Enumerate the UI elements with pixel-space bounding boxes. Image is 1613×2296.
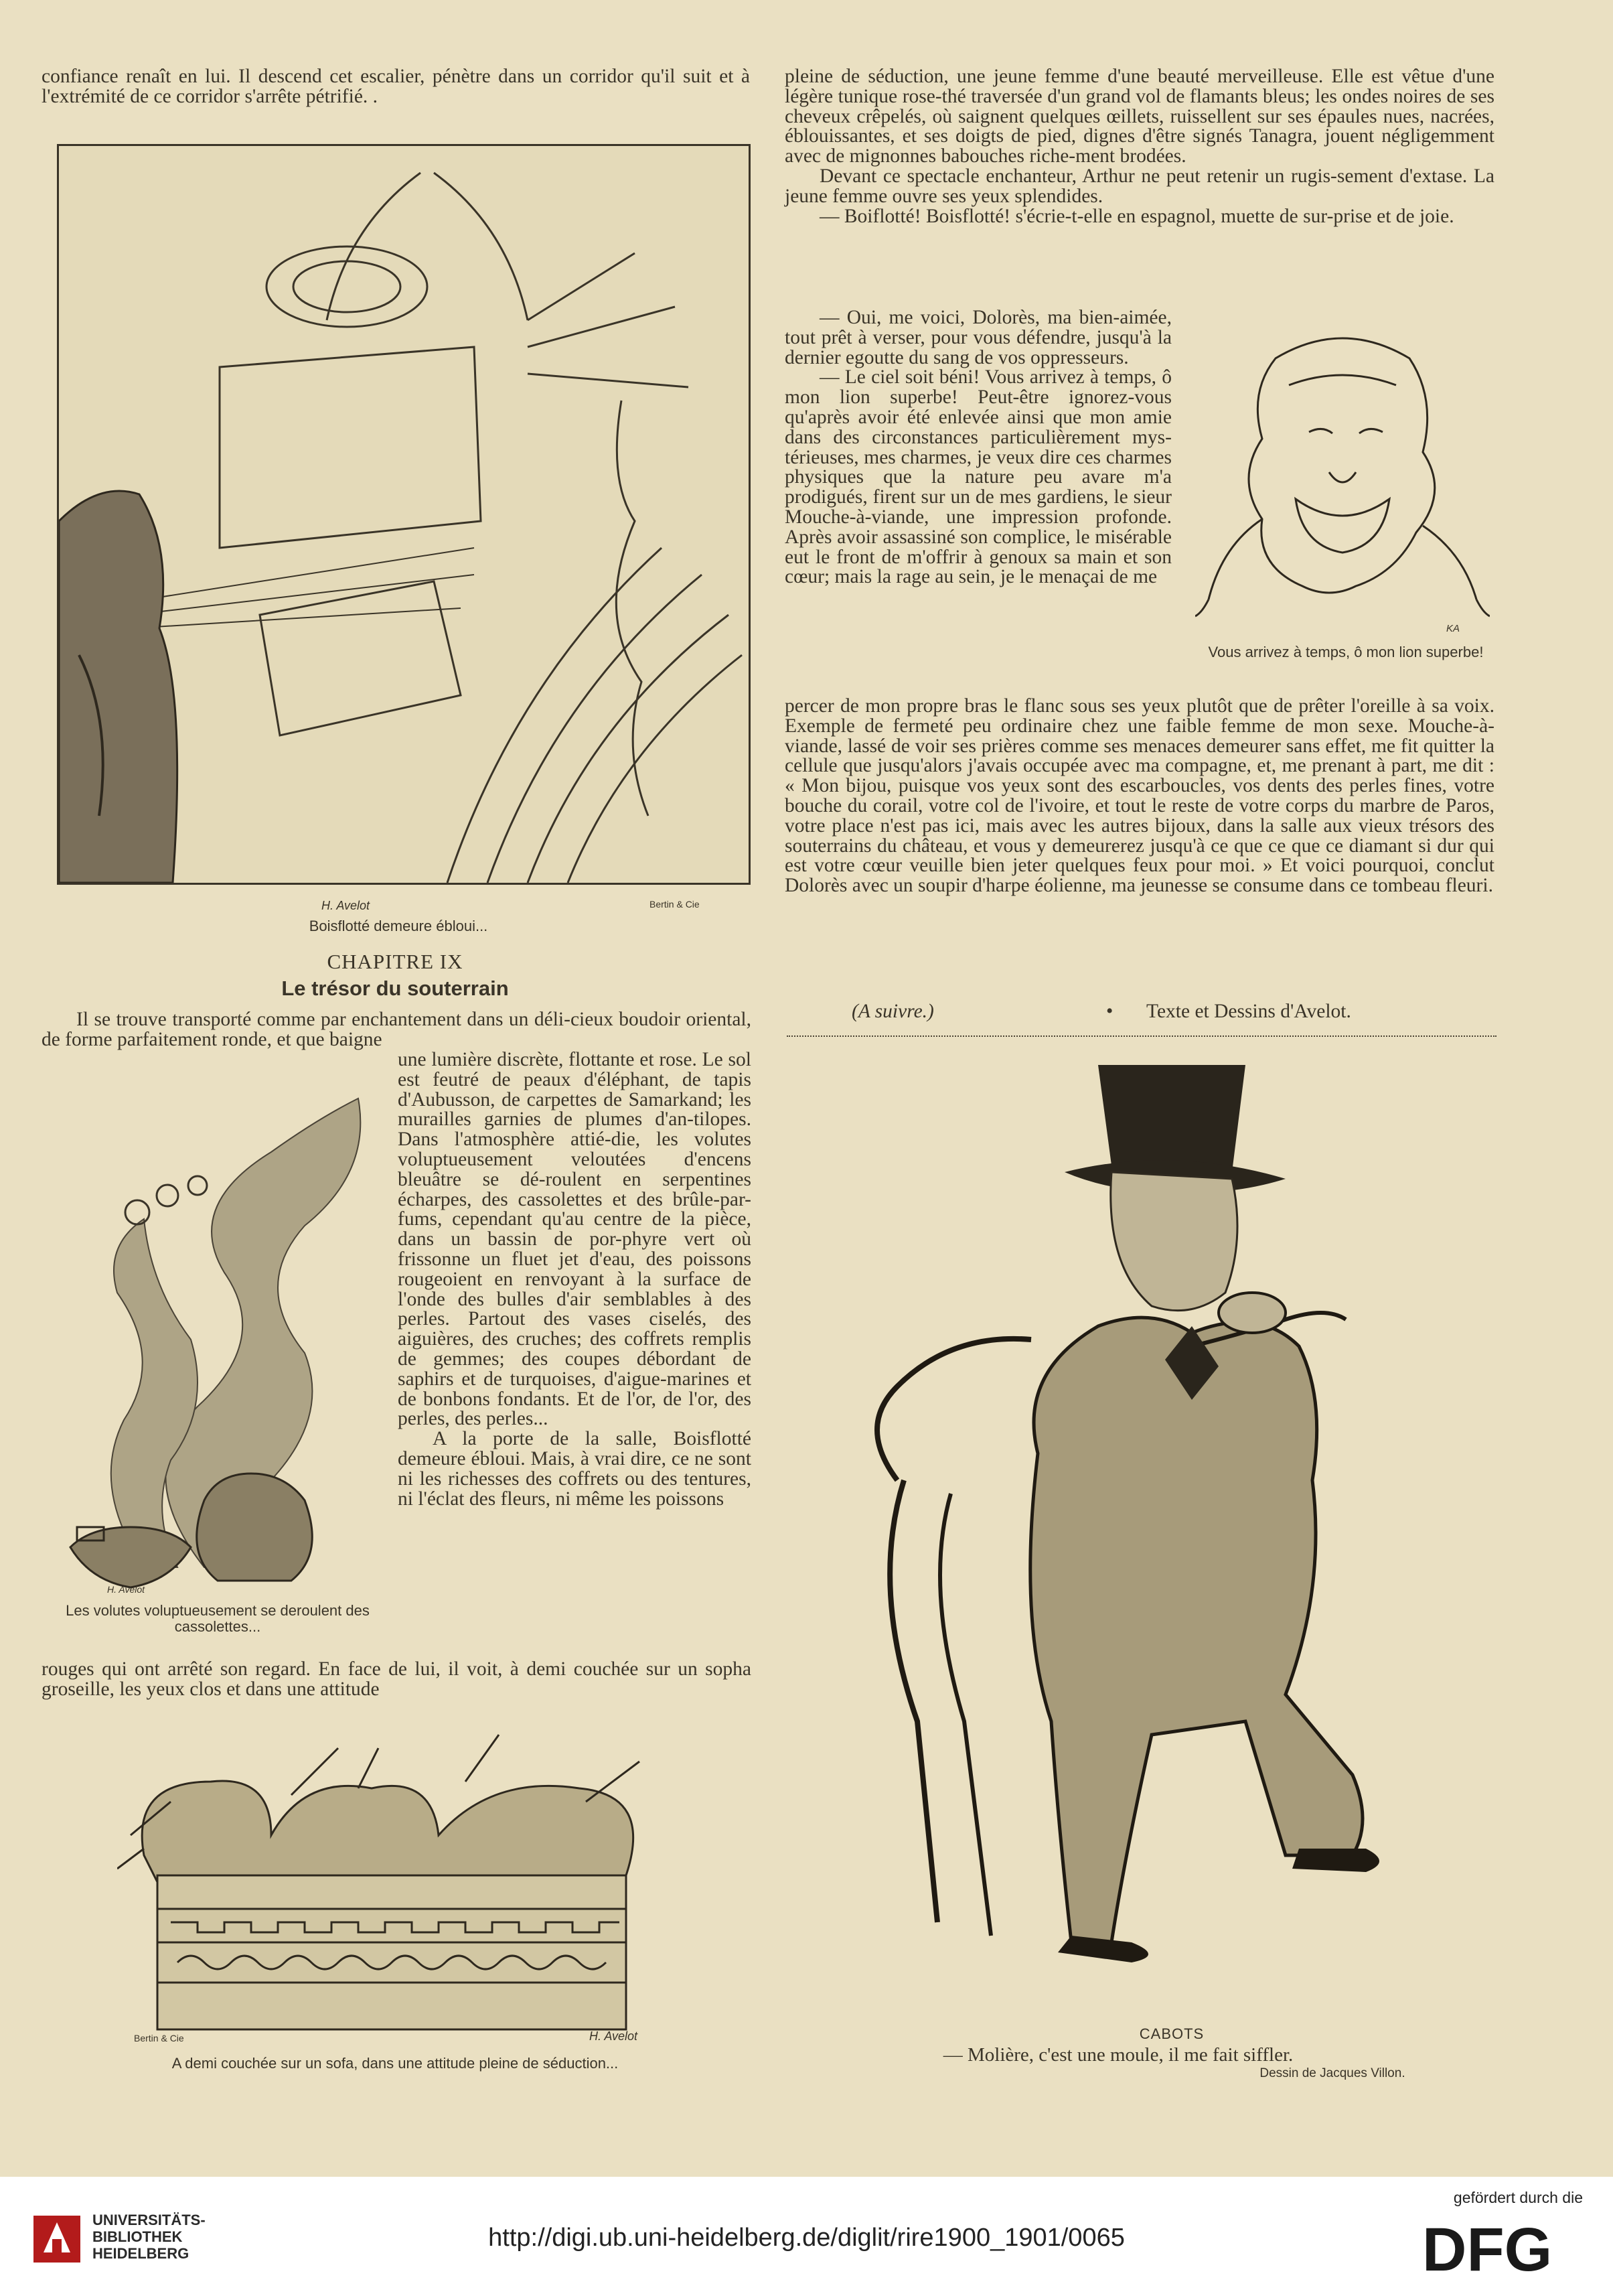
paragraph: Devant ce spectacle enchanteur, Arthur ne peut retenir un rugis-sement d'extase. La jeune femme ouvre ses yeux splendides. xyxy=(785,165,1494,207)
paragraph: percer de mon propre bras le flanc sous ses yeux plutôt que de prêter l'oreille à sa voix. Exemple de fermeté peu ordinaire chez une faible femme de mon sexe. Mouche-à-viande, lassé de voir ses prières comme ses menaces demeurer sans effet, me fit quitter la cellule que jusqu'alors j'avais occupée avec ma compagne, et, me prenant à part, me dit : « Mon bijou, puisque vos yeux sont des escarboucles, vos dents des perles fines, votre bouche du corail, votre col de l'ivoire, et tout le reste de votre corps du marbre de Paros, votre place n'est pas ici, mais avec les autres bijoux, dans la salle aux vieux trésors des souterrains du château, et vous y demeurerez jusqu'à ce que ce que ce diamant si dur qui est votre cœur veuille bien jeter quelques feux pour moi. » Et voici pourquoi, conclut Dolorès avec un soupir d'harpe éolienne, ma jeunesse se consume dans ce tombeau fleuri. xyxy=(785,695,1494,897)
right-beside-text xyxy=(785,308,1172,587)
caption-fig1: Boisflotté demeure ébloui... xyxy=(309,918,488,934)
caption-fig2: Les volutes voluptueusement se deroulent des cassolettes... xyxy=(66,1602,370,1635)
chapter-heading xyxy=(40,950,750,1001)
illustration-sofa xyxy=(117,1721,666,2043)
cabots-title: CABOTS xyxy=(1139,2025,1205,2042)
paragraph: — Boiflotté! Boisflotté! s'écrie-t-elle en espagnol, muette de sur-prise et de joie. xyxy=(820,205,1454,227)
chapter9-intro xyxy=(42,1010,751,1050)
chapter9-after xyxy=(42,1660,751,1700)
paragraph: — Le ciel soit béni! Vous arrivez à temps, ô mon lion superbe! Peut-être ignorez-vous qu'après avoir été enlevée ainsi que mon amie dans des circonstances particulièrement mys-térieuses, mes charmes, je veux dire ces charmes physiques que la nature peu avare m'a prodigués, firent sur un de mes gardiens, le sieur Mouche-à-viande, une impression profonde. Après avoir assassiné son complice, le misérable eut le front de m'offrir à genoux sa main et son cœur; mais la rage au sein, je le menaçai de me xyxy=(785,366,1172,588)
right-after-text xyxy=(785,697,1494,896)
viewer-footer xyxy=(0,2177,1613,2296)
paragraph: une lumière discrète, flottante et rose. Le sol est feutré de peaux d'éléphant, de tapis d'Aubusson, de carpettes de Samarkand; les murailles garnies de plumes d'an-tilopes. Dans l'atmosphère attié-die, les volutes voluptueusement veloutées d'encens bleuâtre se dé-roulent en serpentines écharpes, des cassolettes et des brûle-par-fums, cependant qu'au centre de la pièce, dans un bassin de por-phyre vert où frissonne un fluet jet d'eau, des poissons rougeoient en renvoyant à la surface de l'onde des bulles d'air semblables à des perles. Partout des vases ciselés, des aiguières, des cruches; des coffrets remplis de gemmes; des coupes débordant de saphirs et de turquoises, d'aigue-marines et de bonbons fondants. Et de l'or, de l'or, des perles, des perles... xyxy=(398,1049,751,1430)
caption-fig3: A demi couchée sur un sofa, dans une attitude pleine de séduction... xyxy=(171,2055,619,2072)
incense-drawing xyxy=(50,1072,385,1594)
caption-fig4: Vous arrivez à temps, ô mon lion superbe! xyxy=(1208,644,1484,660)
corridor-drawing xyxy=(59,146,749,883)
cabots-credit: Dessin de Jacques Villon. xyxy=(1259,2066,1405,2080)
credits-text: Texte et Dessins d'Avelot. xyxy=(1146,1001,1351,1022)
fig4-signature: KA xyxy=(1446,623,1460,634)
dfg-logo[interactable] xyxy=(1422,2216,1583,2279)
university-line: UNIVERSITÄTS- xyxy=(92,2212,206,2228)
fig3-signature: H. Avelot xyxy=(589,2029,638,2043)
sofa-drawing xyxy=(117,1721,666,2043)
chapter-subtitle: Le trésor du souterrain xyxy=(281,977,509,1000)
right-top-text xyxy=(785,67,1494,226)
chapter9-beside xyxy=(398,1050,751,1509)
fig2-signature: H. Avelot xyxy=(107,1584,145,1595)
paragraph: — Oui, me voici, Dolorès, ma bien-aimée, tout prêt à verser, pour vous défendre, jusqu'à la dernier egoutte du sang de vos oppresseurs. xyxy=(785,307,1172,368)
illustration-lion xyxy=(1195,318,1490,633)
divider xyxy=(787,1035,1496,1037)
credits-bullet: • xyxy=(1106,1001,1113,1022)
paragraph: pleine de séduction, une jeune femme d'une beauté merveilleuse. Elle est vêtue d'une légère tunique rose-thé traversée d'un grand vol de flamants bleus; les ondes noires de ses cheveux crêpelés, où saignent quelques œillets, ruissellent sur ses épaules nues, nacrées, éblouissantes, et ses doigts de pied, dignes d'être signés Tanagra, jouent négligemment avec de mignonnes babouches riche-ment brodées. xyxy=(785,66,1494,167)
suivre-label: (A suivre.) xyxy=(852,1001,934,1022)
paragraph: confiance renaît en lui. Il descend cet escalier, pénètre dans un corridor qu'il suit et à l'extrémité de ce corridor s'arrête pétrifié. . xyxy=(42,66,750,107)
fig3-engraver: Bertin & Cie xyxy=(134,2033,184,2043)
chapter-title: CHAPITRE IX xyxy=(327,950,463,973)
fig1-engraver: Bertin & Cie xyxy=(649,899,700,910)
lion-drawing xyxy=(1195,318,1490,633)
left-top-text xyxy=(42,67,750,107)
permalink-url[interactable]: http://digi.ub.uni-heidelberg.de/diglit/rire1900_1901/0065 xyxy=(488,2224,1125,2252)
fig1-signature: H. Avelot xyxy=(321,899,370,912)
seated-man-drawing xyxy=(817,1052,1480,2016)
university-line: BIBLIOTHEK xyxy=(92,2228,183,2245)
illustration-boisflotte-ebloui xyxy=(57,144,751,885)
dfg-label: gefördert durch die xyxy=(1453,2189,1583,2206)
paragraph: A la porte de la salle, Boisflotté demeure ébloui. Mais, à vrai dire, ce ne sont ni les richesses des coffrets ou des tentures, ni l'éclat des fleurs, ni même les poissons xyxy=(398,1428,751,1510)
illustration-cabots xyxy=(817,1052,1480,2016)
dfg-logo-text: DFG xyxy=(1422,2216,1553,2279)
cabots-quote: — Molière, c'est une moule, il me fait siffler. xyxy=(943,2044,1294,2066)
paragraph: Il se trouve transporté comme par enchantement dans un déli-cieux boudoir oriental, de forme parfaitement ronde, et que baigne xyxy=(42,1009,751,1050)
paragraph: rouges qui ont arrêté son regard. En face de lui, il voit, à demi couchée sur un sopha groseille, les yeux clos et dans une attitude xyxy=(42,1658,751,1700)
illustration-cassolettes xyxy=(50,1072,385,1594)
university-line: HEIDELBERG xyxy=(92,2245,189,2262)
